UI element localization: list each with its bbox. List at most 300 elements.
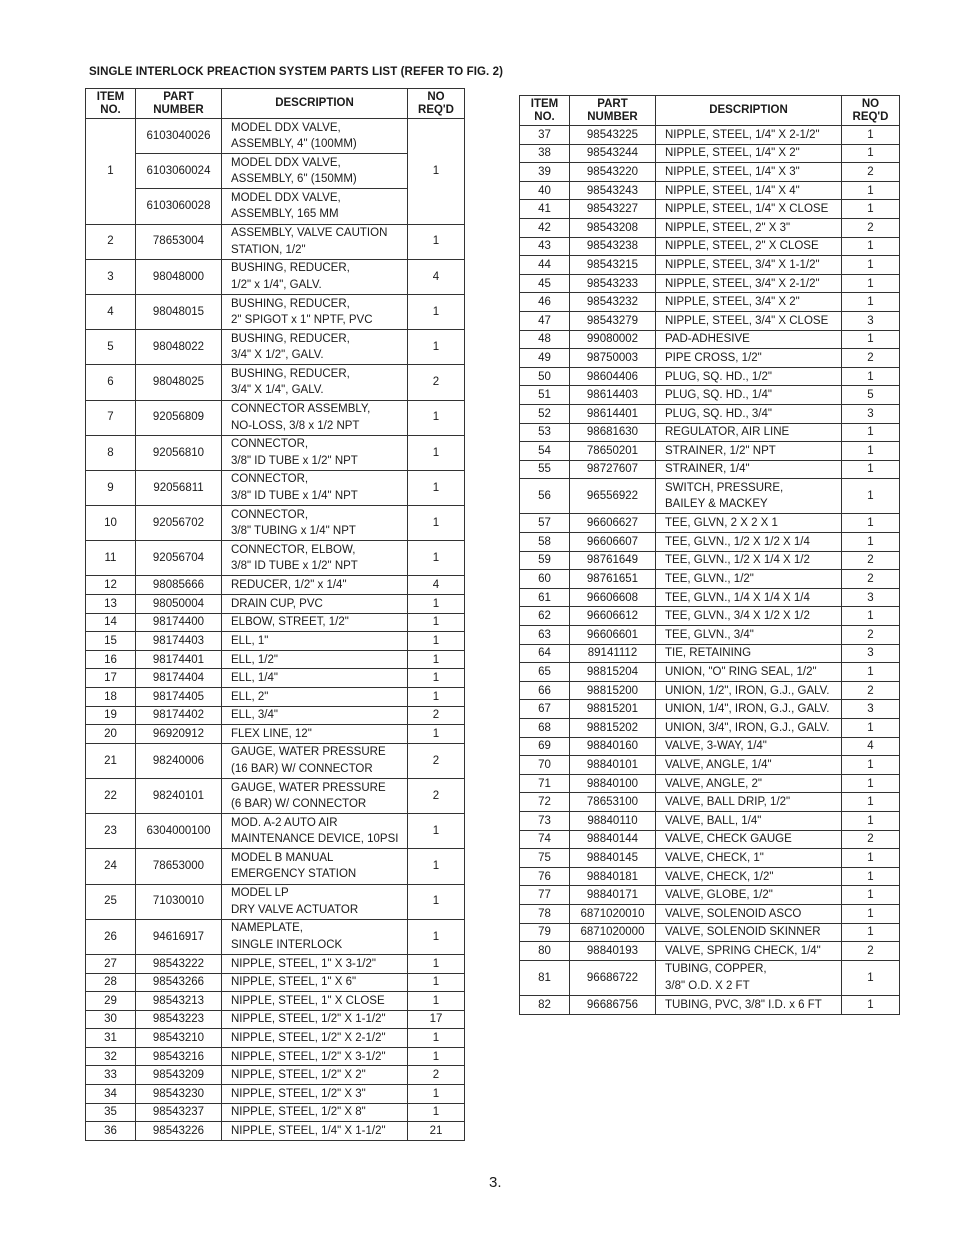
- description-cell: [656, 404, 842, 423]
- description-line: NIPPLE, STEEL, 1" X 3-1/2": [231, 957, 376, 970]
- header-item-no: ITEM NO.: [520, 96, 570, 126]
- description-line: 3/8" ID TUBE x 1/2" NPT: [231, 454, 358, 467]
- description-cell: [222, 992, 408, 1011]
- part-number-cell: 98840160: [570, 737, 656, 756]
- description-cell: [656, 200, 842, 219]
- qty-cell: 3: [842, 644, 900, 663]
- table-row: [520, 293, 900, 312]
- qty-cell: 2: [842, 570, 900, 589]
- part-number-cell: 98681630: [570, 423, 656, 442]
- table-row: [520, 867, 900, 886]
- description-cell: [222, 189, 408, 224]
- description-line: PLUG, SQ. HD., 1/2": [665, 370, 772, 383]
- table-row: [86, 1066, 465, 1085]
- table-row: [520, 607, 900, 626]
- part-number-cell: 98840193: [570, 942, 656, 961]
- table-row: [86, 294, 465, 329]
- part-number-cell: 98543216: [136, 1047, 222, 1066]
- item-no-cell: 58: [520, 533, 570, 552]
- part-number-cell: 98543222: [136, 954, 222, 973]
- part-number-cell: 98543232: [570, 293, 656, 312]
- description-line: MAINTENANCE DEVICE, 10PSI: [231, 833, 399, 846]
- description-cell: [656, 830, 842, 849]
- part-number-cell: 78653000: [136, 849, 222, 884]
- item-no-cell: 9: [86, 470, 136, 505]
- qty-cell: 1: [408, 632, 465, 651]
- description-cell: [656, 737, 842, 756]
- description-line: (6 BAR) W/ CONNECTOR: [231, 798, 367, 811]
- description-line: UNION, 3/4", IRON, G.J., GALV.: [665, 721, 830, 734]
- item-no-cell: 48: [520, 330, 570, 349]
- item-no-cell: 74: [520, 830, 570, 849]
- qty-cell: 3: [842, 311, 900, 330]
- description-line: VALVE, BALL DRIP, 1/2": [665, 796, 791, 809]
- table-row: [86, 365, 465, 400]
- table-row: [520, 904, 900, 923]
- description-line: TEE, GLVN., 3/4": [665, 628, 754, 641]
- part-number-cell: 98240006: [136, 743, 222, 778]
- description-cell: [222, 330, 408, 365]
- description-line: 1/2" x 1/4", GALV.: [231, 278, 322, 291]
- part-number-cell: 96686722: [570, 960, 656, 995]
- table-row: [520, 570, 900, 589]
- item-no-cell: 26: [86, 919, 136, 954]
- description-cell: [656, 367, 842, 386]
- table-row: [86, 706, 465, 725]
- description-line: NIPPLE, STEEL, 1" X 6": [231, 976, 357, 989]
- qty-cell: 2: [408, 365, 465, 400]
- description-cell: [222, 400, 408, 435]
- description-cell: [656, 644, 842, 663]
- qty-cell: 5: [842, 386, 900, 405]
- part-number-cell: 96686756: [570, 995, 656, 1014]
- table-row: [520, 700, 900, 719]
- table-row: [520, 126, 900, 145]
- description-cell: [656, 181, 842, 200]
- description-line: ELL, 1/4": [231, 672, 278, 685]
- item-no-cell: 18: [86, 688, 136, 707]
- description-cell: [656, 514, 842, 533]
- description-cell: [222, 1047, 408, 1066]
- description-line: VALVE, SPRING CHECK, 1/4": [665, 944, 821, 957]
- item-no-cell: 15: [86, 632, 136, 651]
- table-row: [520, 681, 900, 700]
- qty-cell: 1: [408, 541, 465, 576]
- table-row: [520, 737, 900, 756]
- part-number-cell: 98174405: [136, 688, 222, 707]
- description-line: SINGLE INTERLOCK: [231, 938, 343, 951]
- description-line: MODEL DDX VALVE,: [231, 121, 341, 134]
- qty-cell: 1: [842, 442, 900, 461]
- table-row: [520, 551, 900, 570]
- item-no-cell: 59: [520, 551, 570, 570]
- item-no-cell: 3: [86, 259, 136, 294]
- description-cell: [222, 119, 408, 154]
- table-row: [86, 814, 465, 849]
- description-line: 3/4" X 1/2", GALV.: [231, 349, 324, 362]
- qty-cell: 1: [842, 811, 900, 830]
- qty-cell: 1: [408, 470, 465, 505]
- parts-table-left: [85, 88, 465, 1141]
- description-cell: [656, 460, 842, 479]
- description-line: ELL, 1/2": [231, 653, 278, 666]
- description-cell: [656, 218, 842, 237]
- description-cell: [656, 942, 842, 961]
- parts-table-left-body: [86, 119, 465, 1141]
- description-line: PLUG, SQ. HD., 1/4": [665, 389, 772, 402]
- part-number-cell: 94616917: [136, 919, 222, 954]
- table-row: [86, 470, 465, 505]
- table-row: [520, 942, 900, 961]
- part-number-cell: 6103040026: [136, 119, 222, 154]
- description-cell: [656, 570, 842, 589]
- item-no-cell: 52: [520, 404, 570, 423]
- description-line: PAD-ADHESIVE: [665, 333, 750, 346]
- part-number-cell: 98761649: [570, 551, 656, 570]
- item-no-cell: 54: [520, 442, 570, 461]
- description-cell: [656, 867, 842, 886]
- item-no-cell: 71: [520, 774, 570, 793]
- table-row: [86, 992, 465, 1011]
- qty-cell: 1: [842, 867, 900, 886]
- part-number-cell: 98174403: [136, 632, 222, 651]
- description-cell: [656, 904, 842, 923]
- qty-cell: 21: [408, 1122, 465, 1141]
- description-line: CONNECTOR ASSEMBLY,: [231, 403, 371, 416]
- part-number-cell: 89141112: [570, 644, 656, 663]
- description-line: VALVE, ANGLE, 1/4": [665, 758, 772, 771]
- description-line: PIPE CROSS, 1/2": [665, 351, 762, 364]
- description-cell: [222, 1010, 408, 1029]
- part-number-cell: 92056810: [136, 435, 222, 470]
- description-cell: [656, 551, 842, 570]
- table-row: [86, 650, 465, 669]
- description-line: NIPPLE, STEEL, 1/4" X 2-1/2": [665, 128, 820, 141]
- description-line: NIPPLE, STEEL, 3/4" X 2": [665, 296, 800, 309]
- qty-cell: 1: [842, 274, 900, 293]
- description-line: UNION, 1/4", IRON, G.J., GALV.: [665, 703, 830, 716]
- item-no-cell: 72: [520, 793, 570, 812]
- item-no-cell: 17: [86, 669, 136, 688]
- description-line: NIPPLE, STEEL, 1/4" X 4": [665, 184, 800, 197]
- qty-cell: 1: [408, 224, 465, 259]
- description-line: REGULATOR, AIR LINE: [665, 426, 790, 439]
- qty-cell: 1: [408, 435, 465, 470]
- part-number-cell: 98840145: [570, 849, 656, 868]
- qty-cell: 2: [842, 626, 900, 645]
- part-number-cell: 98543238: [570, 237, 656, 256]
- item-no-cell: 45: [520, 274, 570, 293]
- part-number-cell: 6103060028: [136, 189, 222, 224]
- description-cell: [656, 330, 842, 349]
- item-no-cell: 28: [86, 973, 136, 992]
- description-line: NIPPLE, STEEL, 3/4" X CLOSE: [665, 314, 829, 327]
- table-row: [520, 923, 900, 942]
- qty-cell: 1: [408, 119, 465, 225]
- item-no-cell: 10: [86, 506, 136, 541]
- part-number-cell: 78653100: [570, 793, 656, 812]
- item-no-cell: 19: [86, 706, 136, 725]
- item-no-cell: 39: [520, 163, 570, 182]
- table-row: [520, 181, 900, 200]
- part-number-cell: 99080002: [570, 330, 656, 349]
- description-line: VALVE, CHECK, 1/2": [665, 870, 774, 883]
- description-line: VALVE, 3-WAY, 1/4": [665, 740, 767, 753]
- part-number-cell: 96606627: [570, 514, 656, 533]
- table-row: [86, 506, 465, 541]
- part-number-cell: 98543230: [136, 1085, 222, 1104]
- qty-cell: 1: [408, 650, 465, 669]
- item-no-cell: 57: [520, 514, 570, 533]
- table-row: [520, 626, 900, 645]
- description-cell: [222, 541, 408, 576]
- table-row: [520, 479, 900, 514]
- table-row: [520, 423, 900, 442]
- qty-cell: 1: [408, 849, 465, 884]
- table-row: [86, 1047, 465, 1066]
- description-line: UNION, "O" RING SEAL, 1/2": [665, 666, 817, 679]
- item-no-cell: 43: [520, 237, 570, 256]
- item-no-cell: 12: [86, 576, 136, 595]
- description-cell: [222, 365, 408, 400]
- description-cell: [222, 954, 408, 973]
- description-line: CONNECTOR, ELBOW,: [231, 543, 356, 556]
- table-row: [86, 954, 465, 973]
- description-line: NIPPLE, STEEL, 1/4" X 2": [665, 147, 800, 160]
- description-cell: [222, 1066, 408, 1085]
- qty-cell: 1: [408, 688, 465, 707]
- description-line: ASSEMBLY, 6" (150MM): [231, 173, 357, 186]
- qty-cell: 2: [842, 349, 900, 368]
- description-line: ASSEMBLY, 165 MM: [231, 208, 339, 221]
- qty-cell: 1: [842, 849, 900, 868]
- item-no-cell: 27: [86, 954, 136, 973]
- description-line: DRY VALVE ACTUATOR: [231, 903, 359, 916]
- description-line: TEE, GLVN., 1/2 X 1/4 X 1/2: [665, 554, 810, 567]
- qty-cell: 1: [842, 886, 900, 905]
- description-cell: [222, 435, 408, 470]
- item-no-cell: 16: [86, 650, 136, 669]
- description-line: VALVE, GLOBE, 1/2": [665, 889, 773, 902]
- description-line: NIPPLE, STEEL, 1/2" X 1-1/2": [231, 1013, 386, 1026]
- item-no-cell: 62: [520, 607, 570, 626]
- qty-cell: 1: [842, 181, 900, 200]
- part-number-cell: 98543223: [136, 1010, 222, 1029]
- description-cell: [656, 479, 842, 514]
- qty-cell: 1: [408, 973, 465, 992]
- part-number-cell: 98543226: [136, 1122, 222, 1141]
- qty-cell: 1: [842, 293, 900, 312]
- item-no-cell: 70: [520, 756, 570, 775]
- qty-cell: 1: [842, 774, 900, 793]
- description-line: BUSHING, REDUCER,: [231, 262, 350, 275]
- description-line: STRAINER, 1/4": [665, 463, 750, 476]
- qty-cell: 1: [842, 995, 900, 1014]
- header-description: DESCRIPTION: [656, 96, 842, 126]
- table-row: [86, 224, 465, 259]
- item-no-cell: 14: [86, 613, 136, 632]
- description-cell: [222, 613, 408, 632]
- part-number-cell: 98543279: [570, 311, 656, 330]
- description-line: TEE, GLVN., 1/2": [665, 573, 754, 586]
- table-row: [520, 514, 900, 533]
- qty-cell: 1: [842, 423, 900, 442]
- part-number-cell: 96556922: [570, 479, 656, 514]
- part-number-cell: 98815204: [570, 663, 656, 682]
- description-cell: [656, 442, 842, 461]
- description-cell: [222, 725, 408, 744]
- qty-cell: 4: [408, 576, 465, 595]
- item-no-cell: 55: [520, 460, 570, 479]
- table-row: [86, 688, 465, 707]
- description-line: NIPPLE, STEEL, 1/4" X CLOSE: [665, 203, 829, 216]
- table-row: [86, 725, 465, 744]
- description-cell: [222, 650, 408, 669]
- qty-cell: 3: [842, 404, 900, 423]
- description-line: NIPPLE, STEEL, 3/4" X 1-1/2": [665, 258, 820, 271]
- description-line: FLEX LINE, 12": [231, 727, 312, 740]
- table-row: [86, 1029, 465, 1048]
- table-row: [520, 886, 900, 905]
- description-cell: [656, 237, 842, 256]
- table-row: [520, 144, 900, 163]
- part-number-cell: 98604406: [570, 367, 656, 386]
- qty-cell: 2: [842, 830, 900, 849]
- description-cell: [656, 793, 842, 812]
- qty-cell: 1: [842, 663, 900, 682]
- table-row: [520, 960, 900, 995]
- qty-cell: 1: [408, 294, 465, 329]
- description-line: TEE, GLVN., 1/2 X 1/2 X 1/4: [665, 535, 810, 548]
- item-no-cell: 76: [520, 867, 570, 886]
- part-number-cell: 98614401: [570, 404, 656, 423]
- table-row: [520, 442, 900, 461]
- description-line: MODEL DDX VALVE,: [231, 191, 341, 204]
- description-line: GAUGE, WATER PRESSURE: [231, 781, 386, 794]
- description-line: STRAINER, 1/2" NPT: [665, 444, 776, 457]
- description-line: TEE, GLVN., 3/4 X 1/2 X 1/2: [665, 610, 810, 623]
- description-line: ELBOW, STREET, 1/2": [231, 616, 349, 629]
- item-no-cell: 40: [520, 181, 570, 200]
- qty-cell: 1: [408, 954, 465, 973]
- part-number-cell: 96606607: [570, 533, 656, 552]
- page-title: SINGLE INTERLOCK PREACTION SYSTEM PARTS LIST (REFER TO FIG. 2): [89, 66, 504, 78]
- table-row: [520, 256, 900, 275]
- qty-cell: 1: [842, 793, 900, 812]
- table-row: [86, 330, 465, 365]
- description-line: CONNECTOR,: [231, 508, 309, 521]
- item-no-cell: 77: [520, 886, 570, 905]
- description-line: 3/8" ID TUBE x 1/4" NPT: [231, 489, 358, 502]
- item-no-cell: 33: [86, 1066, 136, 1085]
- table-row: [86, 919, 465, 954]
- part-number-cell: 98240101: [136, 778, 222, 813]
- item-no-cell: 46: [520, 293, 570, 312]
- table-row: [520, 774, 900, 793]
- part-number-cell: 92056811: [136, 470, 222, 505]
- table-row: [86, 119, 465, 154]
- table-header-row: [86, 89, 465, 119]
- header-description: DESCRIPTION: [222, 89, 408, 119]
- table-row: [86, 1085, 465, 1104]
- description-line: ELL, 1": [231, 635, 269, 648]
- item-no-cell: 13: [86, 595, 136, 614]
- description-line: ELL, 2": [231, 690, 269, 703]
- qty-cell: 2: [408, 778, 465, 813]
- part-number-cell: 98543208: [570, 218, 656, 237]
- qty-cell: 1: [842, 126, 900, 145]
- qty-cell: 1: [408, 595, 465, 614]
- table-row: [520, 663, 900, 682]
- description-cell: [222, 154, 408, 189]
- qty-cell: 1: [408, 400, 465, 435]
- table-row: [520, 349, 900, 368]
- description-cell: [222, 743, 408, 778]
- description-line: NIPPLE, STEEL, 1/2" X 3-1/2": [231, 1050, 386, 1063]
- header-part-number: PART NUMBER: [570, 96, 656, 126]
- description-cell: [222, 506, 408, 541]
- description-line: VALVE, CHECK, 1": [665, 851, 764, 864]
- description-cell: [222, 688, 408, 707]
- description-line: NIPPLE, STEEL, 2" X 3": [665, 221, 791, 234]
- table-row: [86, 595, 465, 614]
- qty-cell: 4: [842, 737, 900, 756]
- description-cell: [222, 1103, 408, 1122]
- description-line: 3/8" TUBING x 1/4" NPT: [231, 525, 356, 538]
- item-no-cell: 67: [520, 700, 570, 719]
- table-row: [520, 404, 900, 423]
- item-no-cell: 49: [520, 349, 570, 368]
- item-no-cell: 29: [86, 992, 136, 1011]
- item-no-cell: 75: [520, 849, 570, 868]
- item-no-cell: 79: [520, 923, 570, 942]
- part-number-cell: 98543227: [570, 200, 656, 219]
- qty-cell: 1: [408, 613, 465, 632]
- part-number-cell: 98840171: [570, 886, 656, 905]
- table-row: [86, 435, 465, 470]
- item-no-cell: 38: [520, 144, 570, 163]
- header-part-number: PART NUMBER: [136, 89, 222, 119]
- item-no-cell: 61: [520, 588, 570, 607]
- part-number-cell: 98815201: [570, 700, 656, 719]
- table-row: [86, 613, 465, 632]
- description-line: DRAIN CUP, PVC: [231, 597, 323, 610]
- description-line: VALVE, CHECK GAUGE: [665, 833, 792, 846]
- qty-cell: 1: [842, 960, 900, 995]
- qty-cell: 1: [408, 506, 465, 541]
- item-no-cell: 24: [86, 849, 136, 884]
- description-cell: [222, 814, 408, 849]
- part-number-cell: 92056704: [136, 541, 222, 576]
- description-line: NIPPLE, STEEL, 1/4" X 1-1/2": [231, 1125, 386, 1138]
- qty-cell: 2: [842, 551, 900, 570]
- item-no-cell: 56: [520, 479, 570, 514]
- item-no-cell: 37: [520, 126, 570, 145]
- qty-cell: 1: [842, 923, 900, 942]
- table-row: [86, 778, 465, 813]
- qty-cell: 2: [408, 706, 465, 725]
- table-row: [86, 1103, 465, 1122]
- description-cell: [656, 311, 842, 330]
- item-no-cell: 1: [86, 119, 136, 225]
- table-row: [86, 541, 465, 576]
- table-row: [86, 400, 465, 435]
- description-cell: [656, 293, 842, 312]
- description-cell: [222, 259, 408, 294]
- description-cell: [656, 423, 842, 442]
- description-line: UNION, 1/2", IRON, G.J., GALV.: [665, 684, 830, 697]
- part-number-cell: 96606612: [570, 607, 656, 626]
